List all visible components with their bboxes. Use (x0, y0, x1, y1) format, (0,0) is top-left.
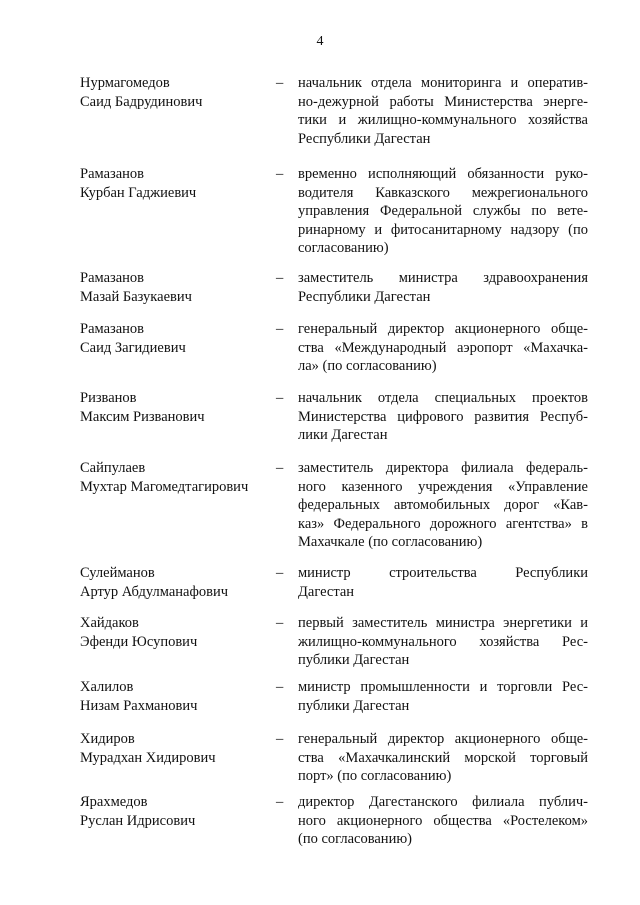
member-surname: Хайдаков (80, 615, 139, 631)
member-surname: Ризванов (80, 390, 137, 406)
separator-dash: – (276, 166, 284, 182)
member-name (80, 730, 270, 767)
member-position (298, 74, 588, 148)
member-given-names: Мурадхан Хидирович (80, 749, 216, 766)
member-position (298, 459, 588, 552)
member-name (80, 389, 270, 426)
position-line: первый заместитель министра энергетики и (298, 615, 588, 631)
member-name (80, 678, 270, 715)
position-line: ного казенного учреждения «Управление (298, 478, 588, 495)
member-position (298, 389, 588, 445)
member-surname: Ярахмедов (80, 794, 148, 810)
position-line: временно исполняющий обязанности руко- (298, 166, 588, 182)
page-number: 4 (316, 34, 324, 49)
position-line: генеральный директор акционерного обще- (298, 321, 588, 337)
member-name (80, 165, 270, 202)
position-line: (по согласованию) (298, 831, 412, 847)
position-line: лики Дагестан (298, 427, 388, 443)
member-surname: Халилов (80, 679, 134, 695)
member-name (80, 269, 270, 306)
position-line: управления Федеральной службы по вете- (298, 203, 588, 219)
position-line: ринарному и фитосанитарному надзору (по (298, 221, 588, 238)
member-given-names: Максим Ризванович (80, 408, 205, 425)
member-given-names: Саид Бадрудинович (80, 93, 203, 110)
member-name (80, 793, 270, 830)
separator-dash: – (276, 390, 284, 406)
position-line: министр промышленности и торговли Рес- (298, 679, 588, 695)
position-line: ства «Махачкалинский морской торговый (298, 749, 588, 766)
member-position (298, 269, 588, 306)
member-given-names: Мазай Базукаевич (80, 288, 192, 305)
position-line: директор Дагестанского филиала публич- (298, 794, 588, 810)
member-position (298, 614, 588, 670)
position-line: публики Дагестан (298, 652, 410, 668)
member-name (80, 74, 270, 111)
separator-dash: – (276, 679, 284, 695)
position-line: публики Дагестан (298, 697, 410, 714)
member-given-names: Артур Абдулманафович (80, 583, 229, 600)
member-name (80, 614, 270, 651)
position-line: ного акционерного общества «Ростелеком» (298, 812, 588, 829)
member-surname: Рамазанов (80, 166, 145, 182)
position-line: каз» Федерального дорожного агентства» в (298, 515, 588, 532)
position-line: начальник отдела специальных проектов (298, 390, 588, 406)
member-given-names: Курбан Гаджиевич (80, 184, 197, 201)
member-position (298, 320, 588, 376)
position-line: Министерства цифрового развития Респуб- (298, 408, 588, 425)
member-name (80, 459, 270, 496)
member-given-names: Саид Загидиевич (80, 339, 186, 356)
position-line: заместитель директора филиала федераль- (298, 460, 588, 476)
member-surname: Рамазанов (80, 270, 145, 286)
separator-dash: – (276, 75, 284, 91)
separator-dash: – (276, 460, 284, 476)
position-line: ства «Международный аэропорт «Махачка- (298, 339, 588, 356)
separator-dash: – (276, 794, 284, 810)
position-line: тики и жилищно-коммунального хозяйства (298, 112, 588, 128)
position-line: водителя Кавказского межрегионального (298, 184, 588, 201)
position-line: Дагестан (298, 583, 355, 600)
position-line: федеральных автомобильных дорог «Кав- (298, 497, 588, 513)
member-given-names: Руслан Идрисович (80, 812, 196, 829)
member-surname: Рамазанов (80, 321, 145, 337)
member-position (298, 793, 588, 849)
position-line: Махачкале (по согласованию) (298, 534, 483, 550)
member-position (298, 678, 588, 715)
member-surname: Нурмагомедов (80, 75, 170, 91)
member-surname: Сайпулаев (80, 460, 146, 476)
position-line: Республики Дагестан (298, 130, 431, 147)
separator-dash: – (276, 321, 284, 337)
member-name (80, 320, 270, 357)
member-position (298, 730, 588, 786)
position-line: заместитель министра здравоохранения (298, 270, 588, 286)
position-line: начальник отдела мониторинга и оператив- (298, 75, 588, 91)
position-line: генеральный директор акционерного обще- (298, 731, 588, 747)
position-line: но-дежурной работы Министерства энерге- (298, 93, 588, 110)
member-position (298, 165, 588, 258)
position-line: министр строительства Республики (298, 565, 588, 581)
member-name (80, 564, 270, 601)
member-surname: Хидиров (80, 731, 135, 747)
position-line: Республики Дагестан (298, 288, 431, 305)
separator-dash: – (276, 731, 284, 747)
member-surname: Сулейманов (80, 565, 155, 581)
position-line: ла» (по согласованию) (298, 358, 437, 374)
separator-dash: – (276, 270, 284, 286)
position-line: порт» (по согласованию) (298, 768, 452, 784)
member-given-names: Мухтар Магомедтагирович (80, 478, 249, 495)
position-line: жилищно-коммунального хозяйства Рес- (298, 633, 588, 650)
member-given-names: Низам Рахманович (80, 697, 198, 714)
separator-dash: – (276, 565, 284, 581)
member-position (298, 564, 588, 601)
member-given-names: Эфенди Юсупович (80, 633, 198, 650)
position-line: согласованию) (298, 240, 389, 256)
separator-dash: – (276, 615, 284, 631)
